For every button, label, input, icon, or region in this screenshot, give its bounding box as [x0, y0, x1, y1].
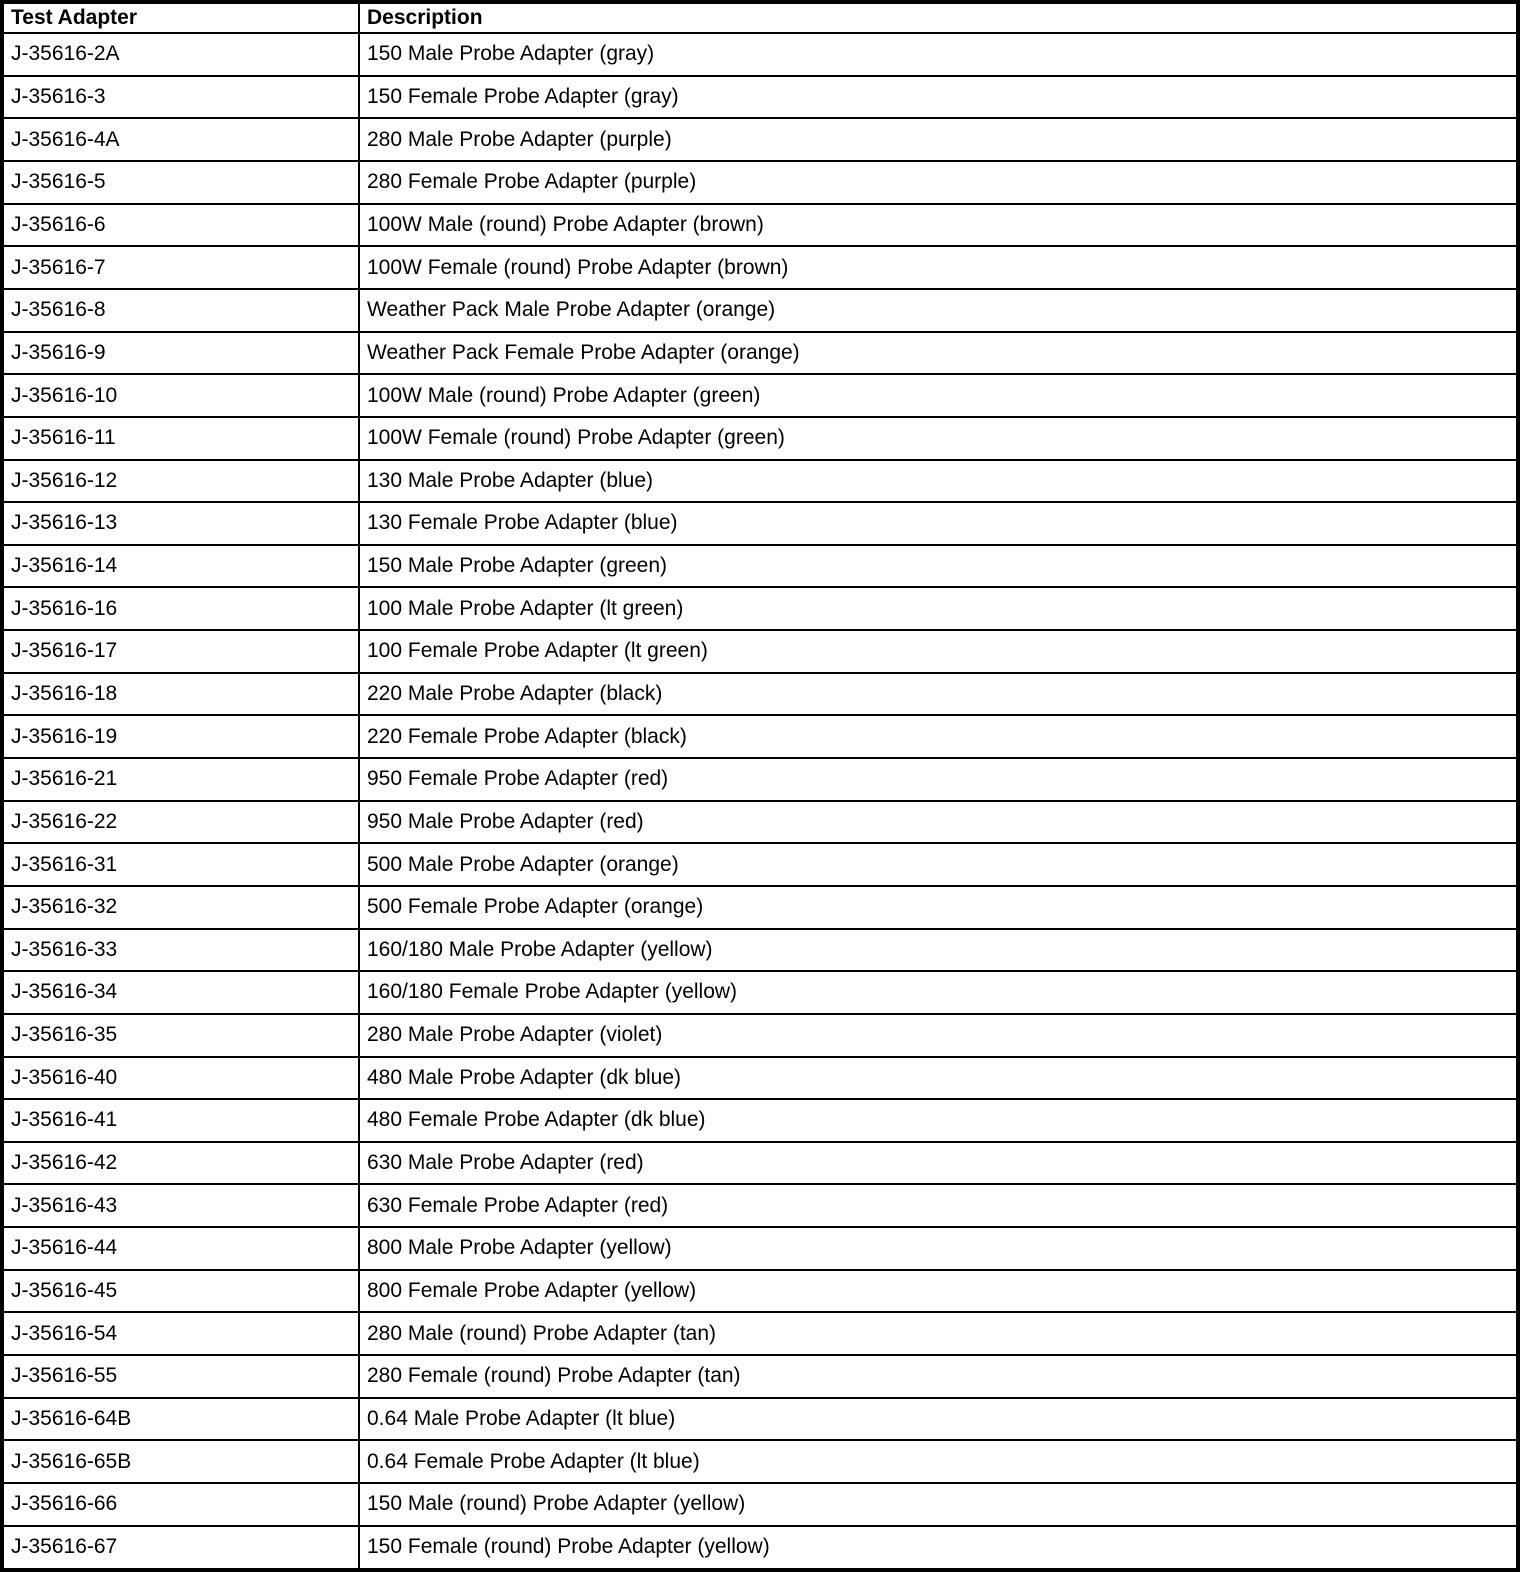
adapter-cell: J-35616-4A: [2, 118, 359, 161]
table-row: [2, 843, 1518, 886]
adapter-cell: J-35616-10: [2, 374, 359, 417]
adapter-cell: J-35616-22: [2, 801, 359, 844]
table-row: [2, 545, 1518, 588]
adapter-cell: J-35616-55: [2, 1355, 359, 1398]
table-row: [2, 1440, 1518, 1483]
table-row: [2, 1270, 1518, 1313]
description-cell: 280 Male Probe Adapter (violet): [359, 1014, 1518, 1057]
table-row: [2, 1227, 1518, 1270]
description-cell: 130 Female Probe Adapter (blue): [359, 502, 1518, 545]
description-cell: 280 Male (round) Probe Adapter (tan): [359, 1312, 1518, 1355]
description-cell: 100W Female (round) Probe Adapter (green): [359, 417, 1518, 460]
table-row: [2, 374, 1518, 417]
description-cell: 800 Female Probe Adapter (yellow): [359, 1270, 1518, 1313]
table-row: [2, 715, 1518, 758]
table-row: [2, 758, 1518, 801]
adapter-cell: J-35616-8: [2, 289, 359, 332]
description-cell: 0.64 Female Probe Adapter (lt blue): [359, 1440, 1518, 1483]
table-row: [2, 460, 1518, 503]
table-row: [2, 76, 1518, 119]
adapter-cell: J-35616-45: [2, 1270, 359, 1313]
adapter-cell: J-35616-12: [2, 460, 359, 503]
description-cell: 280 Male Probe Adapter (purple): [359, 118, 1518, 161]
adapter-cell: J-35616-32: [2, 886, 359, 929]
adapter-cell: J-35616-17: [2, 630, 359, 673]
table-row: [2, 1099, 1518, 1142]
adapter-cell: J-35616-13: [2, 502, 359, 545]
adapter-cell: J-35616-40: [2, 1057, 359, 1100]
table-row: [2, 246, 1518, 289]
adapter-cell: J-35616-14: [2, 545, 359, 588]
description-cell: 220 Male Probe Adapter (black): [359, 673, 1518, 716]
description-cell: 630 Female Probe Adapter (red): [359, 1184, 1518, 1227]
table-row: [2, 801, 1518, 844]
description-cell: Weather Pack Male Probe Adapter (orange): [359, 289, 1518, 332]
adapter-cell: J-35616-34: [2, 971, 359, 1014]
table-row: [2, 289, 1518, 332]
adapter-cell: J-35616-16: [2, 587, 359, 630]
table-row: [2, 1398, 1518, 1441]
description-cell: 950 Female Probe Adapter (red): [359, 758, 1518, 801]
table-row: [2, 1312, 1518, 1355]
description-cell: 280 Female (round) Probe Adapter (tan): [359, 1355, 1518, 1398]
table-row: [2, 1014, 1518, 1057]
adapter-cell: J-35616-18: [2, 673, 359, 716]
description-cell: 220 Female Probe Adapter (black): [359, 715, 1518, 758]
table-row: [2, 1526, 1518, 1570]
table-header-row: [2, 2, 1518, 33]
table-row: [2, 161, 1518, 204]
description-cell: 150 Female Probe Adapter (gray): [359, 76, 1518, 119]
description-cell: 100W Female (round) Probe Adapter (brown): [359, 246, 1518, 289]
table-row: [2, 929, 1518, 972]
description-cell: 150 Female (round) Probe Adapter (yellow): [359, 1526, 1518, 1570]
description-cell: 480 Female Probe Adapter (dk blue): [359, 1099, 1518, 1142]
adapter-cell: J-35616-67: [2, 1526, 359, 1570]
table-row: [2, 673, 1518, 716]
adapter-cell: J-35616-42: [2, 1142, 359, 1185]
adapter-cell: J-35616-43: [2, 1184, 359, 1227]
adapter-cell: J-35616-21: [2, 758, 359, 801]
adapter-cell: J-35616-65B: [2, 1440, 359, 1483]
description-cell: 100W Male (round) Probe Adapter (brown): [359, 204, 1518, 247]
description-cell: 130 Male Probe Adapter (blue): [359, 460, 1518, 503]
adapter-cell: J-35616-2A: [2, 33, 359, 76]
description-cell: 0.64 Male Probe Adapter (lt blue): [359, 1398, 1518, 1441]
description-cell: 480 Male Probe Adapter (dk blue): [359, 1057, 1518, 1100]
table-row: [2, 417, 1518, 460]
description-cell: 500 Female Probe Adapter (orange): [359, 886, 1518, 929]
adapter-cell: J-35616-7: [2, 246, 359, 289]
adapter-cell: J-35616-41: [2, 1099, 359, 1142]
description-cell: 630 Male Probe Adapter (red): [359, 1142, 1518, 1185]
description-cell: 100 Male Probe Adapter (lt green): [359, 587, 1518, 630]
adapter-cell: J-35616-33: [2, 929, 359, 972]
adapter-cell: J-35616-19: [2, 715, 359, 758]
table-body: [2, 33, 1518, 1570]
description-cell: 950 Male Probe Adapter (red): [359, 801, 1518, 844]
description-cell: 150 Male Probe Adapter (green): [359, 545, 1518, 588]
adapter-cell: J-35616-35: [2, 1014, 359, 1057]
table-row: [2, 502, 1518, 545]
table-row: [2, 204, 1518, 247]
description-cell: 150 Male Probe Adapter (gray): [359, 33, 1518, 76]
table-row: [2, 332, 1518, 375]
adapter-cell: J-35616-9: [2, 332, 359, 375]
adapter-cell: J-35616-54: [2, 1312, 359, 1355]
table-row: [2, 1184, 1518, 1227]
adapter-cell: J-35616-31: [2, 843, 359, 886]
table-row: [2, 886, 1518, 929]
description-cell: 280 Female Probe Adapter (purple): [359, 161, 1518, 204]
table-row: [2, 1355, 1518, 1398]
table-row: [2, 118, 1518, 161]
table-row: [2, 1142, 1518, 1185]
adapter-cell: J-35616-6: [2, 204, 359, 247]
description-cell: 160/180 Male Probe Adapter (yellow): [359, 929, 1518, 972]
description-cell: 500 Male Probe Adapter (orange): [359, 843, 1518, 886]
table-row: [2, 33, 1518, 76]
description-cell: 800 Male Probe Adapter (yellow): [359, 1227, 1518, 1270]
description-cell: 100W Male (round) Probe Adapter (green): [359, 374, 1518, 417]
column-header-test-adapter: Test Adapter: [2, 2, 359, 33]
adapter-cell: J-35616-66: [2, 1483, 359, 1526]
description-cell: Weather Pack Female Probe Adapter (orange): [359, 332, 1518, 375]
adapter-cell: J-35616-3: [2, 76, 359, 119]
column-header-description: Description: [359, 2, 1518, 33]
description-cell: 100 Female Probe Adapter (lt green): [359, 630, 1518, 673]
adapter-cell: J-35616-64B: [2, 1398, 359, 1441]
description-cell: 160/180 Female Probe Adapter (yellow): [359, 971, 1518, 1014]
adapter-cell: J-35616-11: [2, 417, 359, 460]
table-row: [2, 587, 1518, 630]
table-row: [2, 1483, 1518, 1526]
adapter-cell: J-35616-44: [2, 1227, 359, 1270]
table-row: [2, 630, 1518, 673]
table-row: [2, 971, 1518, 1014]
adapter-cell: J-35616-5: [2, 161, 359, 204]
table-row: [2, 1057, 1518, 1100]
description-cell: 150 Male (round) Probe Adapter (yellow): [359, 1483, 1518, 1526]
